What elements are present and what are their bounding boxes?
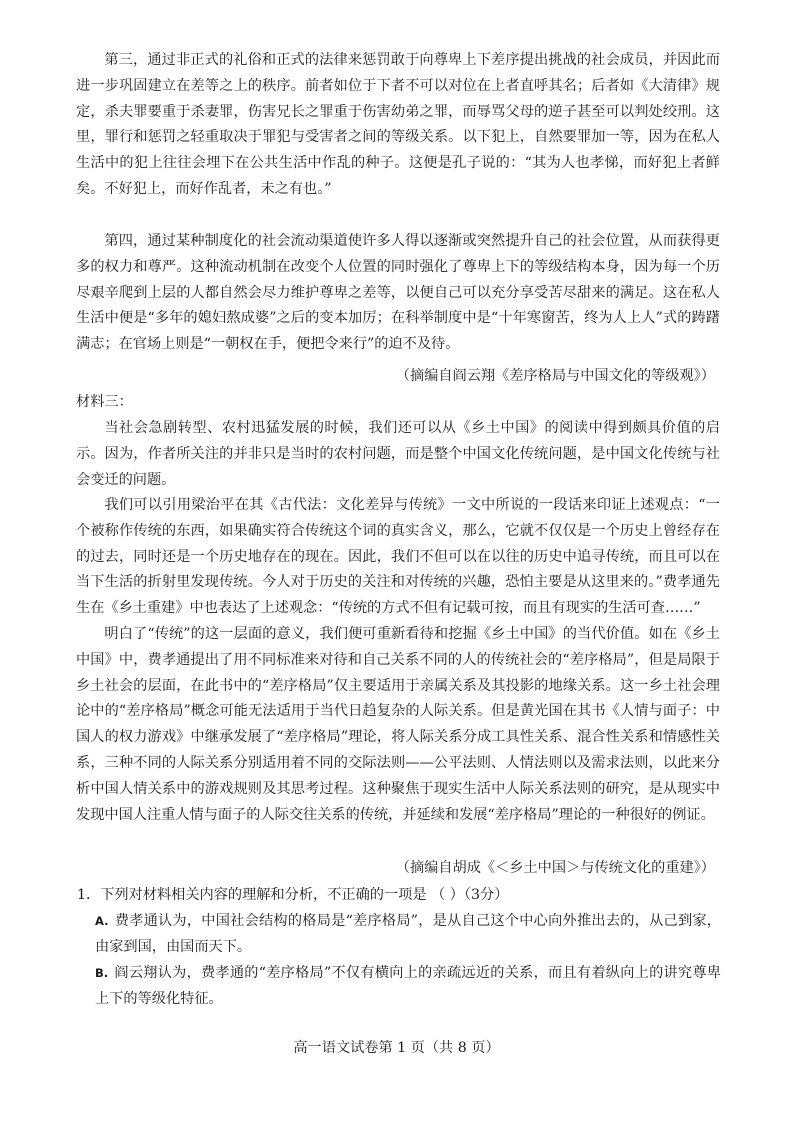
material-3-paragraph-3: 明白了“传统”的这一层面的意义，我们便可重新看待和挖掘《乡土中国》的当代价值。如在《乡土中国》中，费孝通提出了用不同标准来对待和自己关系不同的人的传统社会的“差序格局”，但是局限于乡土社会的层面，在此书中的“差序格局”仅主要适用于亲属关系及其投影的地缘关系。这一乡土社会理论中的“差序格局”概念可能无法适用于当代日趋复杂的人际关系。但是黄光国在其书《人情与面子：中国人的权力游戏》中继承发展了“差序格局”理论，将人际关系分成工具性关系、混合性关系和情感性关系，三种不同的人际关系分别适用着不同的交际法则——公平法则、人情法则以及需求法则，以此来分析中国人情关系中的游戏规则及其思考过程。这种聚焦于现实生活中人际关系法则的研究，是从现实中发现中国人注重人情与面子的人际交往关系的传统，并延续和发展“差序格局”理论的一种很好的例证。 [76, 626, 720, 823]
material-3-paragraph-1: 当社会急剧转型、农村迅猛发展的时候，我们还可以从《乡土中国》的阅读中得到颇具价值的启示。因为，作者所关注的并非只是当时的农村问题，而是整个中国文化传统问题，是中国文化传统与社会变迁的问题。 [76, 420, 720, 488]
question-1-option-b [95, 961, 721, 1013]
paragraph-fourth-point: 第四，通过某种制度化的社会流动渠道使许多人得以逐渐或突然提升自己的社会位置，从而获得更多的权力和尊严。这种流动机制在改变个人位置的同时强化了尊卑上下的等级结构本身，因为每一个历尽艰辛爬到上层的人都自然会尽力维护尊卑之差等，以便自己可以充分享受苦尽甜来的满足。这在私人生活中便是“多年的媳妇熬成婆”之后的变本加厉；在科举制度中是“十年寒窗苦，终为人上人”式的踌躇满志；在官场上则是“一朝权在手，便把令来行”的迫不及待。 [76, 233, 720, 353]
material-3-paragraph-2: 我们可以引用梁治平在其《古代法：文化差异与传统》一文中所说的一段话来印证上述观点：“一个被称作传统的东西，如果确实符合传统这个词的真实含义，那么，它就不仅仅是一个历史上曾经存在的过去，同时还是一个历史地存在的现在。因此，我们不但可以在以往的历史中追寻传统，而且可以在当下生活的折射里发现传统。今人对于历史的关注和对传统的兴趣，恐怕主要是从这里来的。”费孝通先生在《乡土重建》中也表达了上述观念：“传统的方式不但有记载可按，而且有现实的生活可查……” [76, 497, 720, 617]
option-a-letter: A. [95, 914, 109, 928]
question-1-option-a [95, 909, 721, 961]
source-citation-material-2: （摘编自阎云翔《差序格局与中国文化的等级观》） [395, 368, 715, 384]
page-footer: 高一语文试卷第 1 页（共 8 页） [293, 1040, 500, 1056]
material-3-label: 材料三： [76, 394, 133, 410]
option-a-text: 费孝通认为，中国社会结构的格局是“差序格局”，是从自己这个中心向外推出去的，从己到家，由家到国，由国而天下。 [95, 913, 721, 955]
question-1-stem: 1．下列对材料相关内容的理解和分析，不正确的一项是 （ ）（3分） [77, 887, 509, 903]
paragraph-third-point: 第三，通过非正式的礼俗和正式的法律来惩罚敢于向尊卑上下差序提出挑战的社会成员，并因此而进一步巩固建立在差等之上的秩序。前者如位于下者不可以对位在上者直呼其名；后者如《大清律》规定，杀夫罪要重于杀妻罪，伤害兄长之罪重于伤害幼弟之罪，而辱骂父母的逆子甚至可以判处绞刑。这里，罪行和惩罚之轻重取决于罪犯与受害者之间的等级关系。以下犯上，自然要罪加一等，因为在私人生活中的犯上往往会埋下在公共生活中作乱的种子。这便是孔子说的：“其为人也孝悌，而好犯上者鲜矣。不好犯上，而好作乱者，未之有也。” [76, 52, 720, 197]
option-b-text: 阎云翔认为，费孝通的“差序格局”不仅有横向上的亲疏远近的关系，而且有着纵向上的讲究尊卑上下的等级化特征。 [95, 965, 721, 1007]
source-citation-material-3: （摘编自胡成《＜乡土中国＞与传统文化的重建》） [395, 860, 715, 876]
option-b-letter: B. [95, 966, 109, 980]
